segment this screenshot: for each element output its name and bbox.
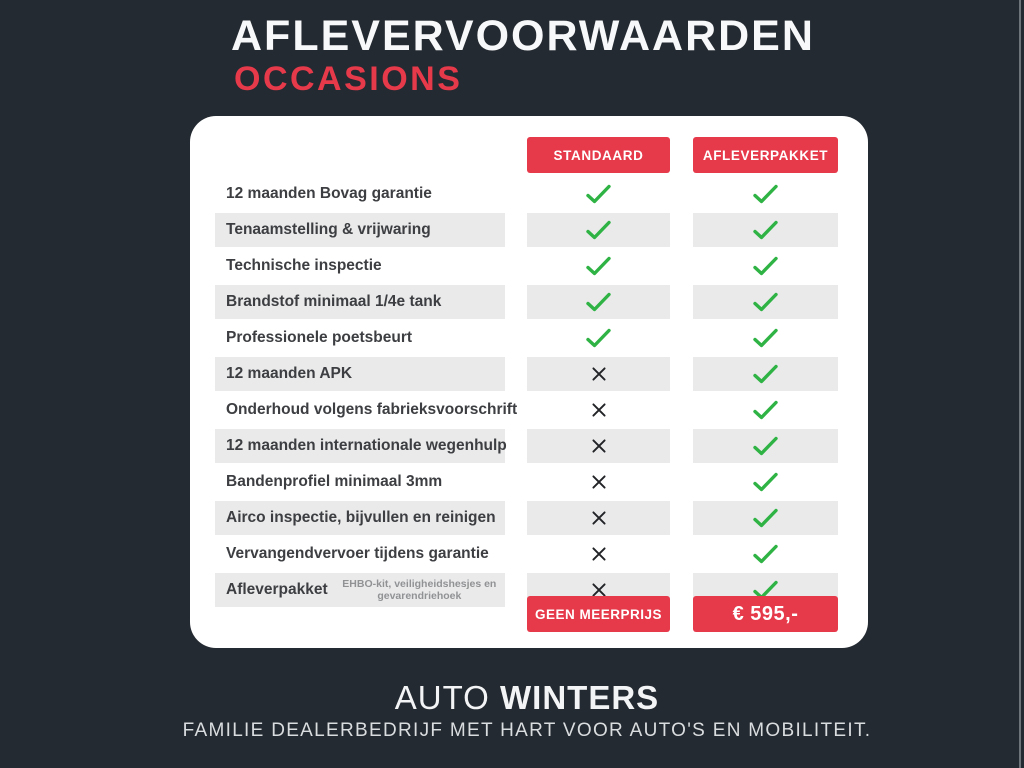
feature-label: Bandenprofiel minimaal 3mm <box>226 473 443 490</box>
check-icon <box>752 184 779 205</box>
comparison-card <box>190 116 868 648</box>
feature-label: 12 maanden APK <box>226 365 353 382</box>
page-title: AFLEVERVOORWAARDEN <box>231 12 815 60</box>
afleverpakket-cell <box>693 357 838 391</box>
table-row <box>215 177 843 211</box>
afleverpakket-cell <box>693 537 838 571</box>
cross-icon <box>591 438 607 454</box>
check-icon <box>752 508 779 529</box>
cross-icon <box>591 402 607 418</box>
table-row <box>215 285 843 319</box>
afleverpakket-cell <box>693 285 838 319</box>
price-afleverpakket: € 595,- <box>693 596 838 632</box>
table-row <box>215 357 843 391</box>
feature-label: 12 maanden Bovag garantie <box>226 185 432 202</box>
afleverpakket-cell <box>693 393 838 427</box>
check-icon <box>752 364 779 385</box>
feature-label: Vervangendvervoer tijdens garantie <box>226 545 489 562</box>
table-row <box>215 249 843 283</box>
afleverpakket-cell <box>693 249 838 283</box>
cross-icon <box>591 510 607 526</box>
afleverpakket-cell <box>693 213 838 247</box>
standaard-cell <box>527 429 670 463</box>
feature-label: Brandstof minimaal 1/4e tank <box>226 293 442 310</box>
standaard-cell <box>527 393 670 427</box>
standaard-cell <box>527 213 670 247</box>
table-rows <box>215 177 843 609</box>
table-row <box>215 213 843 247</box>
check-icon <box>585 292 612 313</box>
afleverpakket-cell <box>693 321 838 355</box>
afleverpakket-cell <box>693 177 838 211</box>
feature-label: 12 maanden internationale wegenhulp <box>226 437 507 454</box>
check-icon <box>752 400 779 421</box>
cross-icon <box>591 546 607 562</box>
check-icon <box>585 328 612 349</box>
table-row <box>215 465 843 499</box>
table-row <box>215 501 843 535</box>
afleverpakket-cell <box>693 429 838 463</box>
feature-label: Onderhoud volgens fabrieksvoorschrift <box>226 401 518 418</box>
right-edge-line <box>1019 0 1021 768</box>
standaard-cell <box>527 249 670 283</box>
brand-name-bold: WINTERS <box>500 679 660 716</box>
table-row <box>215 321 843 355</box>
standaard-cell <box>527 501 670 535</box>
column-header-afleverpakket: AFLEVERPAKKET <box>693 137 838 173</box>
feature-label: Technische inspectie <box>226 257 382 274</box>
check-icon <box>585 220 612 241</box>
page-subtitle: OCCASIONS <box>234 60 463 98</box>
cross-icon <box>591 366 607 382</box>
column-header-standaard: STANDAARD <box>527 137 670 173</box>
check-icon <box>585 184 612 205</box>
standaard-cell <box>527 321 670 355</box>
table-row <box>215 393 843 427</box>
table-row <box>215 429 843 463</box>
standaard-cell <box>527 177 670 211</box>
standaard-cell <box>527 285 670 319</box>
table-row <box>215 537 843 571</box>
brand-tagline: FAMILIE DEALERBEDRIJF MET HART VOOR AUTO'S EN MOBILITEIT. <box>182 720 872 741</box>
check-icon <box>752 292 779 313</box>
brand-name-light: AUTO <box>394 679 501 716</box>
afleverpakket-cell <box>693 501 838 535</box>
cross-icon <box>591 474 607 490</box>
standaard-cell <box>527 537 670 571</box>
feature-label: Airco inspectie, bijvullen en reinigen <box>226 509 496 526</box>
feature-label: Afleverpakket <box>226 581 328 598</box>
feature-label: Tenaamstelling & vrijwaring <box>226 221 431 238</box>
check-icon <box>585 256 612 277</box>
check-icon <box>752 328 779 349</box>
check-icon <box>752 472 779 493</box>
standaard-cell <box>527 465 670 499</box>
afleverpakket-cell <box>693 465 838 499</box>
check-icon <box>752 436 779 457</box>
brand-logo <box>15 681 1024 714</box>
check-icon <box>752 220 779 241</box>
check-icon <box>752 544 779 565</box>
feature-note: EHBO-kit, veiligheidshesjes en gevarendriehoek <box>342 577 497 602</box>
price-standaard: GEEN MEERPRIJS <box>527 596 670 632</box>
check-icon <box>752 256 779 277</box>
feature-label: Professionele poetsbeurt <box>226 329 413 346</box>
standaard-cell <box>527 357 670 391</box>
